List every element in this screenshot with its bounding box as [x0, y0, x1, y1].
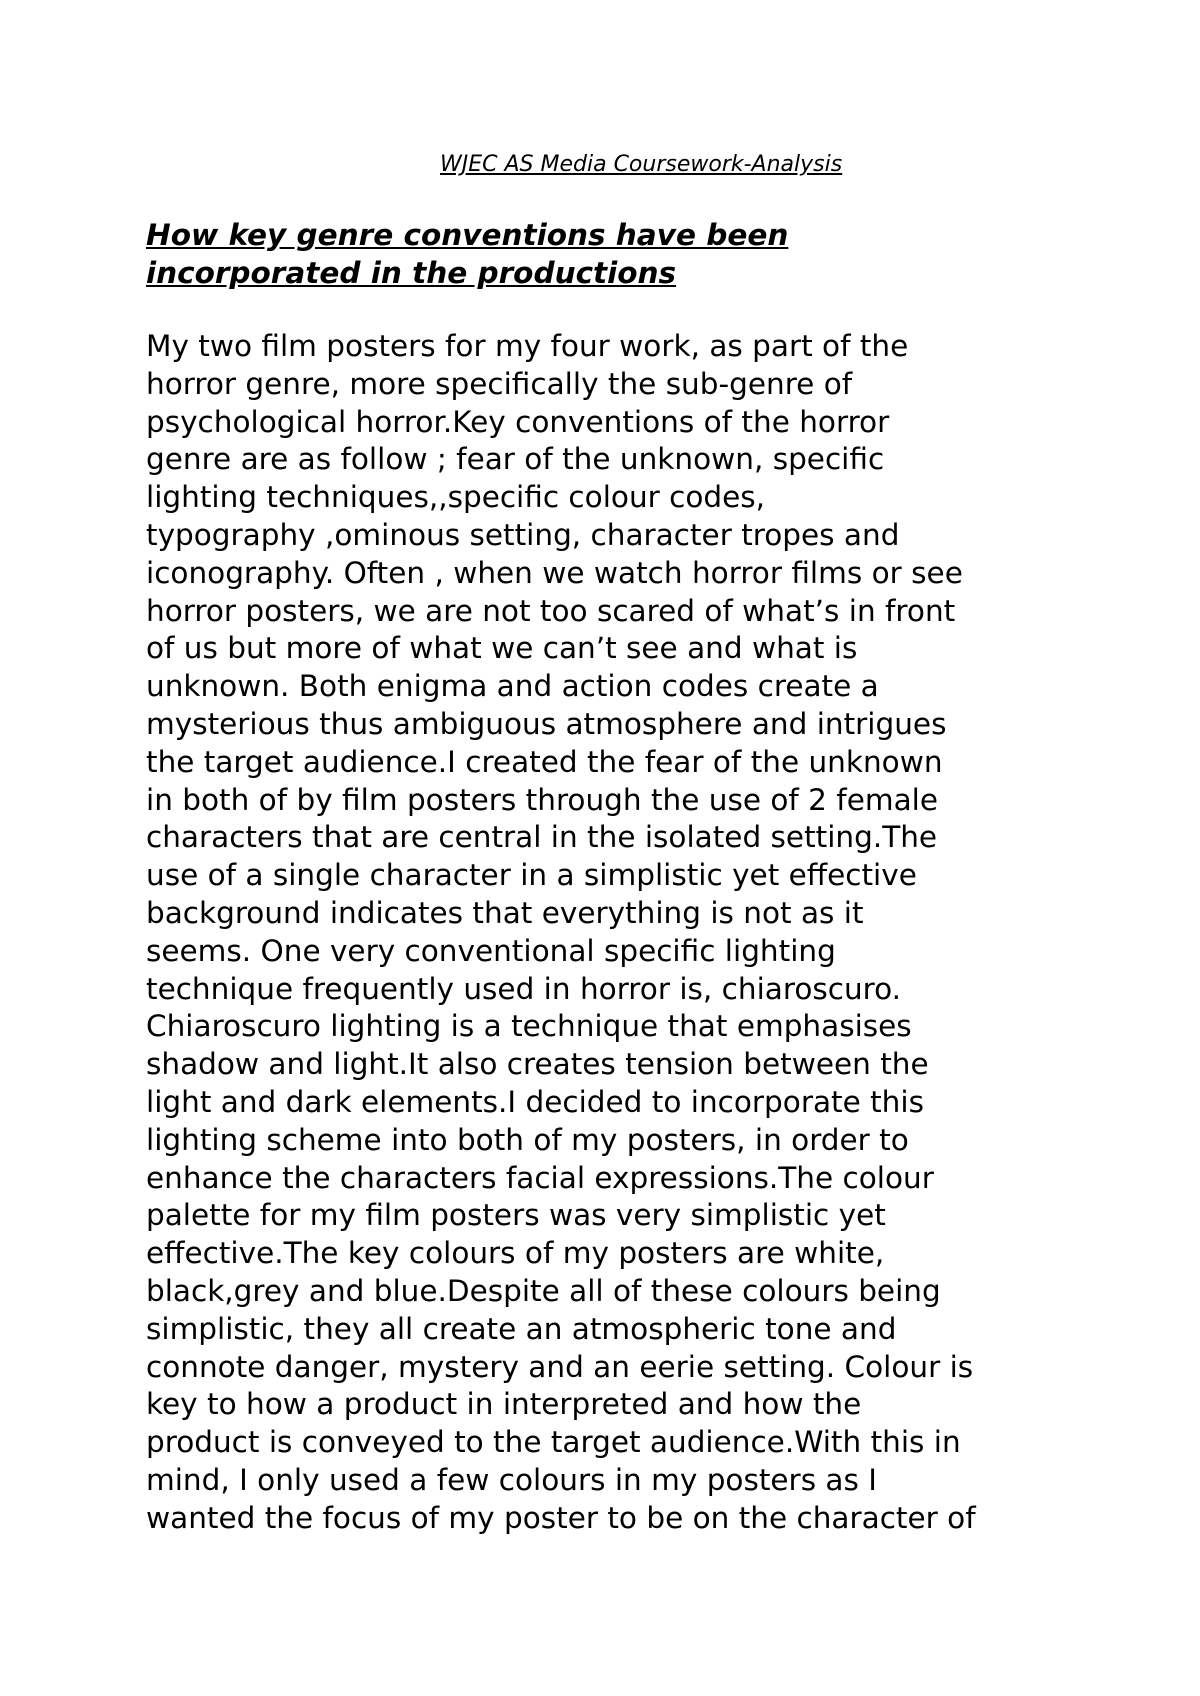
body-line: psychological horror.Key conventions of the horror — [146, 404, 890, 439]
body-line: unknown. Both enigma and action codes create a — [146, 669, 879, 704]
body-paragraph — [146, 328, 1106, 1538]
body-line: characters that are central in the isolated setting.The — [146, 820, 938, 855]
body-line: enhance the characters facial expressions.The colour — [146, 1160, 934, 1195]
body-line: palette for my film posters was very simplistic yet — [146, 1198, 886, 1233]
body-line: key to how a product in interpreted and how the — [146, 1387, 862, 1422]
body-line: lighting techniques,,specific colour codes, — [146, 480, 766, 515]
title-line: How key genre conventions have been — [146, 218, 789, 252]
body-line: lighting scheme into both of my posters, in order to — [146, 1122, 909, 1157]
body-line: use of a single character in a simplistic yet effective — [146, 858, 917, 893]
body-line: effective.The key colours of my posters are white, — [146, 1236, 885, 1271]
body-line: technique frequently used in horror is, chiaroscuro. — [146, 971, 902, 1006]
title-line: incorporated in the productions — [146, 256, 677, 290]
body-line: light and dark elements.I decided to incorporate this — [146, 1084, 924, 1119]
body-line: simplistic, they all create an atmospheric tone and — [146, 1311, 897, 1346]
body-line: typography ,ominous setting, character tropes and — [146, 517, 900, 552]
body-line: product is conveyed to the target audience.With this in — [146, 1425, 961, 1460]
body-line: black,grey and blue.Despite all of these colours being — [146, 1273, 941, 1308]
body-line: My two film posters for my four work, as part of the — [146, 329, 909, 363]
body-line: genre are as follow ; fear of the unknown, specific — [146, 442, 885, 477]
body-line: wanted the focus of my poster to be on the character of — [146, 1500, 976, 1535]
body-line: the target audience.I created the fear of the unknown — [146, 744, 943, 779]
body-line: mind, I only used a few colours in my posters as I — [146, 1462, 877, 1497]
body-line: horror genre, more specifically the sub-genre of — [146, 366, 853, 401]
body-line: seems. One very conventional specific lighting — [146, 933, 836, 968]
body-line: Chiaroscuro lighting is a technique that emphasises — [146, 1009, 912, 1044]
body-line: in both of by film posters through the use of 2 female — [146, 782, 939, 817]
body-line: iconography. Often , when we watch horror films or see — [146, 555, 963, 590]
body-line: shadow and light.It also creates tension between the — [146, 1047, 929, 1082]
document-header: WJEC AS Media Coursework-Analysis — [440, 152, 843, 177]
document-title — [146, 216, 1086, 292]
body-line: background indicates that everything is not as it — [146, 895, 864, 930]
body-line: horror posters, we are not too scared of what’s in front — [146, 593, 956, 628]
body-line: mysterious thus ambiguous atmosphere and intrigues — [146, 706, 947, 741]
body-line: connote danger, mystery and an eerie setting. Colour is — [146, 1349, 974, 1384]
body-line: of us but more of what we can’t see and what is — [146, 631, 858, 666]
